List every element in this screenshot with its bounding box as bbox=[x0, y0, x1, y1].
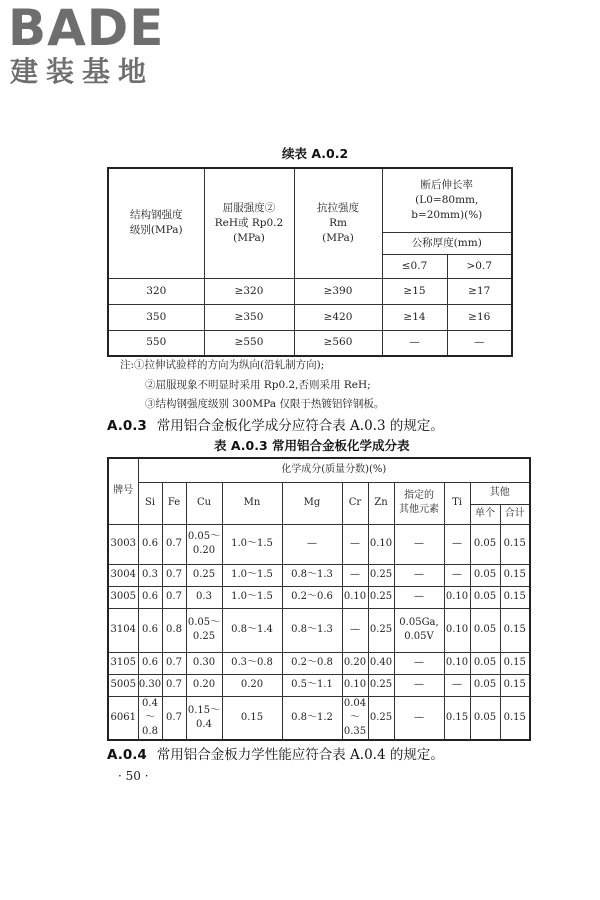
clause-a04-number: A.0.4 bbox=[107, 747, 147, 763]
cell: 0.40 bbox=[368, 652, 394, 674]
cell: 0.2～0.6 bbox=[282, 586, 342, 608]
cell: 0.05～ 0.20 bbox=[186, 524, 222, 564]
cell: — bbox=[394, 652, 444, 674]
clause-a03 bbox=[107, 414, 444, 434]
cell: 0.15 bbox=[500, 652, 530, 674]
cell: 0.25 bbox=[368, 608, 394, 652]
cell: 0.15 bbox=[500, 696, 530, 740]
header-grade: 牌号 bbox=[108, 458, 138, 524]
cell: 6061 bbox=[108, 696, 138, 740]
cell: 3005 bbox=[108, 586, 138, 608]
table-row bbox=[108, 278, 512, 304]
cell: 0.7 bbox=[162, 524, 186, 564]
cell: — bbox=[382, 330, 447, 356]
cell: — bbox=[444, 524, 470, 564]
cell: 0.20 bbox=[222, 674, 282, 696]
cell: ≥550 bbox=[204, 330, 294, 356]
header-mg: Mg bbox=[282, 482, 342, 524]
cell: 0.8～1.3 bbox=[282, 608, 342, 652]
cell: 0.25 bbox=[368, 696, 394, 740]
cell: 0.15 bbox=[500, 524, 530, 564]
cell: 0.5～1.1 bbox=[282, 674, 342, 696]
cell: 0.05 bbox=[470, 652, 500, 674]
cell: — bbox=[444, 564, 470, 586]
clause-a03-text: 常用铝合金板化学成分应符合表 A.0.3 的规定。 bbox=[156, 418, 444, 434]
cell: 0.8 bbox=[162, 608, 186, 652]
table-row bbox=[108, 674, 530, 696]
header-thick: >0.7 bbox=[447, 254, 512, 278]
header-others: 其他 bbox=[470, 482, 530, 504]
cell: 0.4～ 0.8 bbox=[138, 696, 162, 740]
cell: 0.8～1.2 bbox=[282, 696, 342, 740]
cell: 0.05 bbox=[470, 608, 500, 652]
cell: 0.05Ga, 0.05V bbox=[394, 608, 444, 652]
table-row bbox=[108, 524, 530, 564]
cell: 0.10 bbox=[342, 586, 368, 608]
cell: 0.20 bbox=[342, 652, 368, 674]
note-1: 注:①拉伸试验样的方向为纵向(沿轧制方向); bbox=[120, 359, 325, 371]
cell: — bbox=[444, 674, 470, 696]
cell: 0.25 bbox=[368, 564, 394, 586]
header-grade: 结构钢强度 级别(MPa) bbox=[108, 168, 204, 278]
header-tensile-strength: 抗拉强度 Rm (MPa) bbox=[294, 168, 382, 278]
cell: 3003 bbox=[108, 524, 138, 564]
cell: 0.05 bbox=[470, 524, 500, 564]
cell: 0.8～1.4 bbox=[222, 608, 282, 652]
cell: 0.05～ 0.25 bbox=[186, 608, 222, 652]
table-row bbox=[108, 608, 530, 652]
cell: — bbox=[394, 524, 444, 564]
cell: 0.7 bbox=[162, 586, 186, 608]
cell: 0.05 bbox=[470, 674, 500, 696]
header-thickness: 公称厚度(mm) bbox=[382, 232, 512, 254]
cell: — bbox=[394, 674, 444, 696]
cell: 0.04～ 0.35 bbox=[342, 696, 368, 740]
header-single: 单个 bbox=[470, 504, 500, 524]
cell: 3105 bbox=[108, 652, 138, 674]
table-row bbox=[108, 586, 530, 608]
cell: ≥15 bbox=[382, 278, 447, 304]
cell: ≥17 bbox=[447, 278, 512, 304]
cell: 0.6 bbox=[138, 652, 162, 674]
cell: 550 bbox=[108, 330, 204, 356]
cell: 0.15 bbox=[500, 674, 530, 696]
note-3: ③结构钢强度级别 300MPa 仅限于热镀铝锌钢板。 bbox=[145, 398, 385, 410]
clause-a04-text: 常用铝合金板力学性能应符合表 A.0.4 的规定。 bbox=[156, 747, 444, 763]
cell: 350 bbox=[108, 304, 204, 330]
header-ti: Ti bbox=[444, 482, 470, 524]
cell: 0.6 bbox=[138, 608, 162, 652]
cell: 0.6 bbox=[138, 586, 162, 608]
cell: 0.05 bbox=[470, 696, 500, 740]
table-row bbox=[108, 652, 530, 674]
table-row bbox=[108, 304, 512, 330]
cell: 0.3 bbox=[186, 586, 222, 608]
cell: ≥390 bbox=[294, 278, 382, 304]
page-number: · 50 · bbox=[118, 769, 149, 783]
cell: 0.30 bbox=[138, 674, 162, 696]
header-elongation: 断后伸长率 (L0=80mm, b=20mm)(%) bbox=[382, 168, 512, 232]
cell: 0.7 bbox=[162, 674, 186, 696]
clause-a03-number: A.0.3 bbox=[107, 418, 147, 434]
cell: 0.15 bbox=[500, 608, 530, 652]
cell: 3004 bbox=[108, 564, 138, 586]
cell: ≥14 bbox=[382, 304, 447, 330]
cell: 0.10 bbox=[342, 674, 368, 696]
cell: 0.6 bbox=[138, 524, 162, 564]
cell: 0.2～0.8 bbox=[282, 652, 342, 674]
cell: 0.25 bbox=[368, 586, 394, 608]
cell: 1.0～1.5 bbox=[222, 586, 282, 608]
cell: 0.3 bbox=[138, 564, 162, 586]
cell: 0.25 bbox=[186, 564, 222, 586]
cell: 0.15～ 0.4 bbox=[186, 696, 222, 740]
table-row bbox=[108, 330, 512, 356]
table-a03 bbox=[107, 457, 531, 741]
cell: 0.15 bbox=[444, 696, 470, 740]
bade-logo bbox=[8, 2, 178, 90]
cell: 0.05 bbox=[470, 586, 500, 608]
cell: 0.7 bbox=[162, 564, 186, 586]
header-total: 合计 bbox=[500, 504, 530, 524]
logo-wordmark: BADE bbox=[8, 0, 165, 57]
cell: — bbox=[342, 564, 368, 586]
logo-chinese-text: 建装基地 bbox=[10, 55, 155, 88]
cell: 0.25 bbox=[368, 674, 394, 696]
table-a02-caption: 续表 A.0.2 bbox=[282, 146, 349, 161]
table-row bbox=[108, 696, 530, 740]
table-a02 bbox=[107, 167, 513, 357]
cell: 0.10 bbox=[444, 586, 470, 608]
cell: 0.10 bbox=[444, 608, 470, 652]
cell: — bbox=[342, 608, 368, 652]
cell: 0.7 bbox=[162, 696, 186, 740]
cell: — bbox=[394, 564, 444, 586]
cell: 0.20 bbox=[186, 674, 222, 696]
cell: 0.10 bbox=[368, 524, 394, 564]
cell: ≥420 bbox=[294, 304, 382, 330]
cell: 3104 bbox=[108, 608, 138, 652]
cell: ≥350 bbox=[204, 304, 294, 330]
header-si: Si bbox=[138, 482, 162, 524]
cell: — bbox=[447, 330, 512, 356]
cell: 1.0～1.5 bbox=[222, 564, 282, 586]
cell: ≥560 bbox=[294, 330, 382, 356]
cell: — bbox=[394, 586, 444, 608]
note-2: ②屈服现象不明显时采用 Rp0.2,否则采用 ReH; bbox=[145, 379, 371, 391]
cell: 320 bbox=[108, 278, 204, 304]
table-row bbox=[108, 564, 530, 586]
table-a03-caption: 表 A.0.3 常用铝合金板化学成分表 bbox=[214, 438, 410, 453]
header-mn: Mn bbox=[222, 482, 282, 524]
cell: 5005 bbox=[108, 674, 138, 696]
cell: 0.15 bbox=[500, 586, 530, 608]
cell: ≥320 bbox=[204, 278, 294, 304]
cell: ≥16 bbox=[447, 304, 512, 330]
cell: — bbox=[282, 524, 342, 564]
clause-a04 bbox=[107, 743, 444, 763]
cell: 0.05 bbox=[470, 564, 500, 586]
cell: — bbox=[394, 696, 444, 740]
cell: 0.3～0.8 bbox=[222, 652, 282, 674]
header-composition: 化学成分(质量分数)(%) bbox=[138, 458, 530, 482]
header-fe: Fe bbox=[162, 482, 186, 524]
header-thin: ≤0.7 bbox=[382, 254, 447, 278]
cell: 1.0～1.5 bbox=[222, 524, 282, 564]
cell: — bbox=[342, 524, 368, 564]
cell: 0.30 bbox=[186, 652, 222, 674]
cell: 0.15 bbox=[222, 696, 282, 740]
header-cr: Cr bbox=[342, 482, 368, 524]
cell: 0.15 bbox=[500, 564, 530, 586]
cell: 0.10 bbox=[444, 652, 470, 674]
header-cu: Cu bbox=[186, 482, 222, 524]
header-zn: Zn bbox=[368, 482, 394, 524]
header-other-elements: 指定的 其他元素 bbox=[394, 482, 444, 524]
cell: 0.8～1.3 bbox=[282, 564, 342, 586]
header-yield-strength: 屈服强度② ReH或 Rp0.2 (MPa) bbox=[204, 168, 294, 278]
cell: 0.7 bbox=[162, 652, 186, 674]
